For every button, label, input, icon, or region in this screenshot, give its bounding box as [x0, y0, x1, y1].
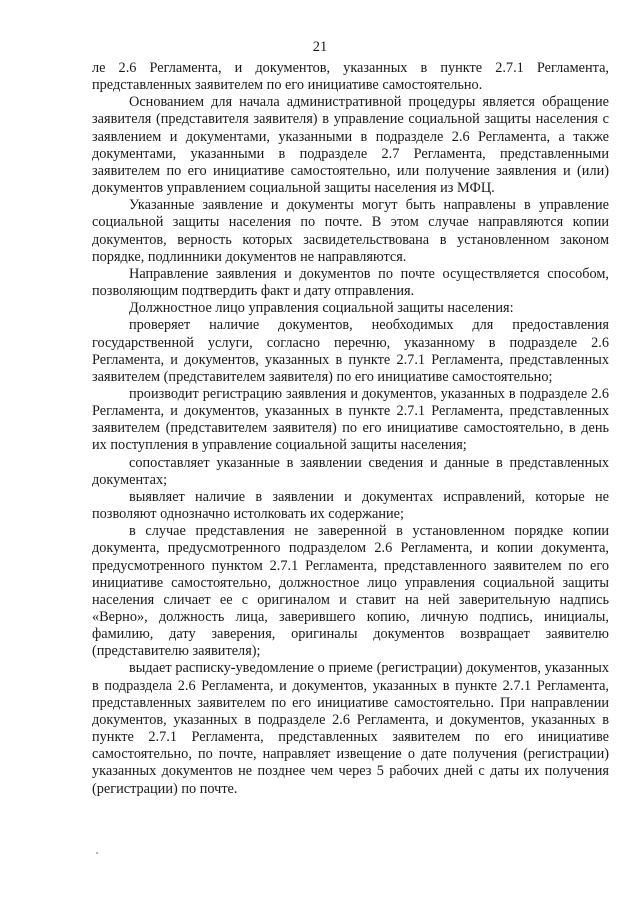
paragraph-continuation: ле 2.6 Регламента, и документов, указанных в пункте 2.7.1 Регламента, представленных заявителем по его инициативе самостоятельно.: [92, 60, 609, 94]
paragraph-postal-method: Направление заявления и документов по почте осуществляется способом, позволяющим подтвердить факт и дату отправления.: [92, 265, 609, 300]
paragraph-duty-issue-receipt: выдает расписку-уведомление о приеме (регистрации) документов, указанных в подраздела 2.6 Регламента, и документов, указанных в пункте 2.7.1 Регламента, представленных заявителем по его инициативе самостоятельно. При направлении документов, указанных в подразделе 2.6 Регламента, и документов, указанных в пункте 2.7.1 Регламента, представленных заявителем по его инициативе самостоятельно, по почте, направляет извещение о дате получения (регистрации) указанных документов не позднее чем через 5 рабочих дней с даты их получения (регистрации) по почте.: [92, 660, 609, 797]
paragraph-procedure-basis: Основанием для начала административной процедуры является обращение заявителя (представителя заявителя) в управление социальной защиты населения с заявлением и документами, указанными в подразделе 2.6 Регламента, а также документами, указанными в подразделе 2.7 Регламента, представленными заявителем по его инициативе самостоятельно, или получение заявления и (или) документов управлением социальной защиты населения из МФЦ.: [92, 94, 609, 197]
document-body: [92, 60, 609, 798]
paragraph-duty-compare-data: сопоставляет указанные в заявлении сведения и данные в представленных документах;: [92, 454, 609, 488]
paragraph-duty-check-documents: проверяет наличие документов, необходимых для предоставления государственной услуги, согласно перечню, указанному в подразделе 2.6 Регламента, и документов, указанных в пункте 2.7.1 Регламента, представленных заявителем (представителем заявителя) по его инициативе самостоятельно;: [92, 317, 609, 385]
paragraph-duty-detect-corrections: выявляет наличие в заявлении и документах исправлений, которые не позволяют однозначно истолковать их содержание;: [92, 488, 609, 523]
scan-dot-mark: [96, 852, 98, 854]
paragraph-duty-certify-copies: в случае представления не заверенной в установленном порядке копии документа, предусмотренного подразделом 2.6 Регламента, и копии документа, предусмотренного пунктом 2.7.1 Регламента, представленного заявителем по его инициативе самостоятельно, должностное лицо управления социальной защиты населения сличает ее с оригиналом и ставит на ней заверительную надпись «Верно», должность лица, заверившего копию, личную подпись, инициалы, фамилию, дату заверения, оригиналы документов возвращает заявителю (представителю заявителя);: [92, 523, 609, 660]
page-number: 21: [312, 39, 328, 55]
paragraph-duty-registration: производит регистрацию заявления и документов, указанных в подразделе 2.6 Регламента, и документов, указанных в пункте 2.7.1 Регламента, представленных заявителем (представителем заявителя) по его инициативе самостоятельно, в день их поступления в управление социальной защиты населения;: [92, 385, 609, 454]
paragraph-postal-submission: Указанные заявление и документы могут быть направлены в управление социальной защиты населения по почте. В этом случае направляются копии документов, верность которых засвидетельствована в установленном законом порядке, подлинники документов не направляются.: [92, 197, 609, 265]
paragraph-official-duties-intro: Должностное лицо управления социальной защиты населения:: [129, 300, 514, 317]
